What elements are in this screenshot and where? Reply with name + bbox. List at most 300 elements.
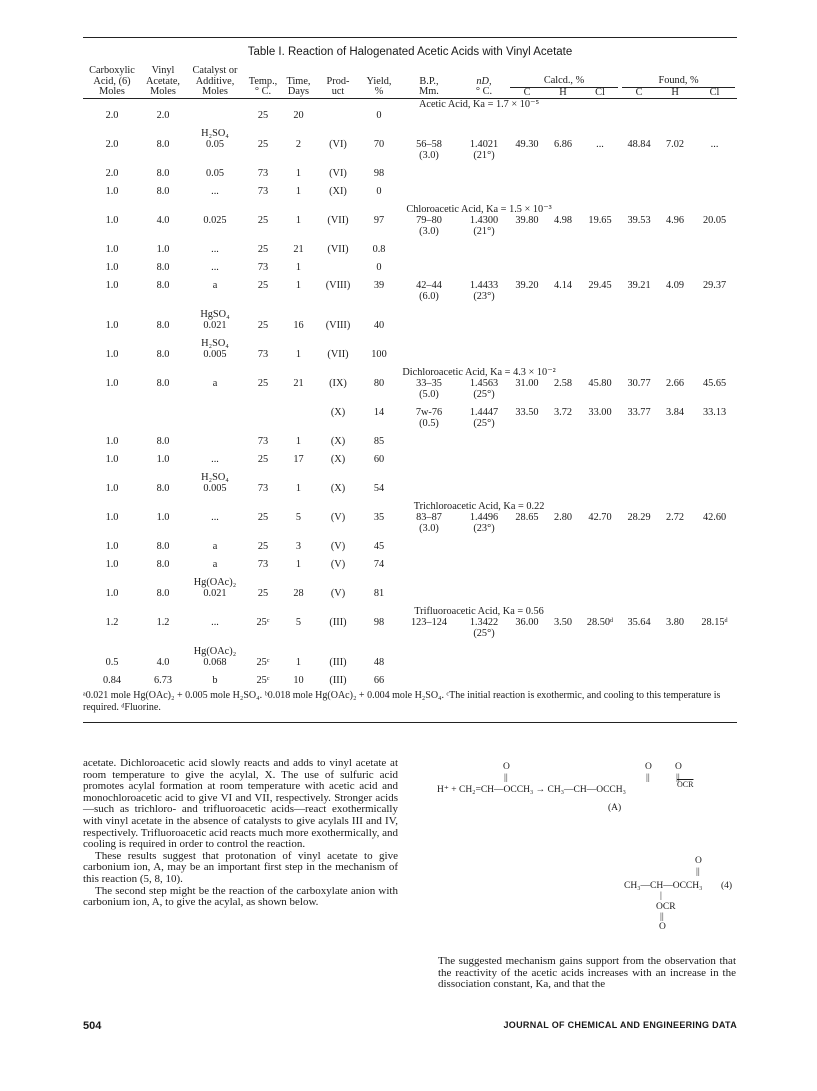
- cell-cc: [508, 262, 546, 273]
- cell-temp-value: 25: [257, 215, 269, 226]
- cell-fc: [620, 483, 658, 494]
- cell-time-value: 2: [295, 139, 302, 150]
- cell-cat: [185, 512, 245, 534]
- cell-cc: [508, 244, 546, 255]
- cell-ch: [546, 262, 580, 273]
- cell-ccl: [580, 168, 620, 179]
- cell-fcl: [692, 349, 737, 360]
- cell-acid: [83, 675, 141, 686]
- cell-nd: [460, 320, 508, 331]
- cell-prod-value: (V): [330, 559, 346, 570]
- cell-cat: [185, 262, 245, 273]
- cell-ccl: [580, 378, 620, 400]
- cell-fcl: [692, 215, 737, 237]
- empty-cell: [508, 646, 546, 657]
- cell-ch: [546, 454, 580, 465]
- empty-cell: [360, 338, 398, 349]
- cell-time-value: 28: [293, 588, 304, 599]
- cell-vinyl-value: 1.0: [156, 244, 170, 255]
- cell-cat-value: a: [212, 541, 218, 552]
- empty-cell: [360, 472, 398, 483]
- cell-fcl-value: 33.13: [702, 407, 727, 418]
- cell-time-value: 20: [293, 110, 304, 121]
- cell-vinyl-value: 4.0: [156, 215, 170, 226]
- cell-yield: [360, 454, 398, 465]
- cell-yield: [360, 512, 398, 534]
- empty-cell: [620, 128, 658, 139]
- cell-fcl-value: 28.15ᵈ: [701, 617, 728, 628]
- row-spacer: [83, 255, 737, 262]
- cell-cc-value: 49.30: [515, 139, 539, 150]
- cell-cat: [185, 320, 245, 331]
- cell-fcl-value: ...: [710, 139, 719, 150]
- cell-fh-value: 4.96: [666, 215, 685, 226]
- cell-nd: [460, 483, 508, 494]
- cell-fcl: [692, 559, 737, 570]
- cell-bp: [398, 541, 460, 552]
- cell-fc: [620, 320, 658, 331]
- cell-yield-value: 14: [373, 407, 385, 418]
- cell-cat-value: ...: [211, 244, 219, 255]
- cell-cat: [185, 617, 245, 639]
- cell-fh: [658, 262, 692, 273]
- cell-prod: [316, 280, 360, 302]
- header-found-h: H: [671, 86, 679, 98]
- cell-vinyl: [141, 436, 185, 447]
- cell-ch: [546, 541, 580, 552]
- table-row: [83, 215, 737, 237]
- cell-prod: [316, 186, 360, 197]
- cell-ch: [546, 617, 580, 639]
- cell-fc-value: 35.64: [627, 617, 651, 628]
- cell-yield: [360, 215, 398, 237]
- cell-prod-value: (V): [330, 512, 346, 523]
- eq-dbl-1: ||: [504, 773, 508, 783]
- cell-ccl: [580, 407, 620, 429]
- cell-ch-value: 4.14: [553, 280, 573, 291]
- row-spacer-cell: [83, 237, 737, 244]
- cell-vinyl: [141, 186, 185, 197]
- cell-time: [281, 215, 316, 237]
- cell-fh: [658, 244, 692, 255]
- header-calcd-h: H: [559, 86, 567, 98]
- cell-time: [281, 541, 316, 552]
- cell-yield: [360, 483, 398, 494]
- cell-cc: [508, 407, 546, 429]
- cell-fc: [620, 436, 658, 447]
- cell-fc-value: 39.53: [627, 215, 651, 226]
- cell-temp-value: 25ᶜ: [256, 675, 270, 686]
- row-spacer-cell: [83, 570, 737, 577]
- cell-fc: [620, 186, 658, 197]
- paragraph-3: The second step might be the reaction of the carboxylate anion with carbonium ion, A, to give the acylal, as shown below.: [83, 884, 398, 909]
- cell-acid: [83, 588, 141, 599]
- empty-cell: [580, 577, 620, 588]
- empty-cell: [83, 338, 141, 349]
- cell-bp: [398, 657, 460, 668]
- cell-acid: [83, 280, 141, 302]
- row-spacer: [83, 197, 737, 204]
- cell-ch: [546, 320, 580, 331]
- cell-nd: [460, 541, 508, 552]
- cell-vinyl: [141, 454, 185, 465]
- cell-ch: [546, 588, 580, 599]
- cell-ccl: [580, 244, 620, 255]
- cell-ch: [546, 657, 580, 668]
- cell-bp: [398, 588, 460, 599]
- empty-cell: [692, 128, 737, 139]
- empty-cell: [316, 577, 360, 588]
- cell-temp-value: 73: [257, 559, 269, 570]
- cell-cat: [185, 168, 245, 179]
- cell-bp: [398, 349, 460, 360]
- cell-fh-value: 7.02: [666, 139, 685, 150]
- row-spacer-cell: [83, 465, 737, 472]
- cell-fh: [658, 186, 692, 197]
- cell-nd: [460, 454, 508, 465]
- cell-cc-value: 28.65: [515, 512, 539, 523]
- cell-prod: [316, 320, 360, 331]
- cell-cc: [508, 617, 546, 639]
- cell-acid: [83, 657, 141, 668]
- section-title-row: [83, 99, 737, 111]
- cell-ch: [546, 280, 580, 302]
- cell-yield-value: 0.8: [372, 244, 386, 255]
- cell-acid-value: 1.0: [105, 436, 119, 447]
- cell-nd: [460, 617, 508, 639]
- cell-ch: [546, 349, 580, 360]
- cell-nd: [460, 378, 508, 400]
- cell-acid: [83, 262, 141, 273]
- eq-dbl-2: ||: [646, 773, 650, 783]
- cell-yield-value: 100: [371, 349, 387, 360]
- cell-ccl: [580, 454, 620, 465]
- cell-time-value: 21: [293, 244, 304, 255]
- cell-nd-value: 1.4447: [469, 407, 499, 418]
- row-spacer: [83, 552, 737, 559]
- row-spacer: [83, 161, 737, 168]
- cell-bp-subvalue: (0.5): [419, 418, 439, 429]
- empty-cell: [620, 338, 658, 349]
- empty-cell: [580, 472, 620, 483]
- row-spacer-cell: [83, 639, 737, 646]
- cell-cat: [185, 541, 245, 552]
- cell-cat: [185, 675, 245, 686]
- cell-bp-subvalue: (3.0): [419, 523, 439, 534]
- catalyst-label-row: [83, 309, 737, 320]
- cell-fh: [658, 349, 692, 360]
- cell-fcl: [692, 186, 737, 197]
- empty-cell: [692, 577, 737, 588]
- cell-nd: [460, 139, 508, 161]
- cell-time-value: 10: [293, 675, 304, 686]
- row-spacer-cell: [83, 197, 737, 204]
- cell-cc-value: 39.20: [515, 280, 539, 291]
- cell-ccl-value: 28.50ᵈ: [586, 617, 614, 628]
- catalyst-label-row: [83, 472, 737, 483]
- cell-vinyl: [141, 215, 185, 237]
- cell-fcl: [692, 320, 737, 331]
- cell-bp: [398, 110, 460, 121]
- empty-cell: [398, 472, 460, 483]
- eq-o-2: O: [645, 762, 652, 772]
- cell-yield: [360, 378, 398, 400]
- row-spacer: [83, 599, 737, 606]
- cell-prod-value: (XI): [329, 186, 347, 197]
- cell-time: [281, 657, 316, 668]
- cell-fcl: [692, 378, 737, 400]
- cell-fh: [658, 559, 692, 570]
- empty-cell: [508, 309, 546, 320]
- cell-prod-value: (X): [330, 483, 346, 494]
- cell-fc: [620, 244, 658, 255]
- cell-ccl-value: 33.00: [588, 407, 612, 418]
- empty-cell: [580, 338, 620, 349]
- cell-fh-value: 2.72: [666, 512, 685, 523]
- cell-ccl: [580, 512, 620, 534]
- cell-cc: [508, 168, 546, 179]
- cell-vinyl-value: 2.0: [156, 110, 170, 121]
- cell-acid-value: 1.0: [105, 541, 119, 552]
- cell-prod: [316, 262, 360, 273]
- cell-fc-value: 28.29: [627, 512, 651, 523]
- cell-prod-value: (VI): [329, 168, 347, 179]
- cell-yield: [360, 559, 398, 570]
- cell-yield-value: 98: [373, 168, 385, 179]
- cell-cat: [185, 139, 245, 161]
- cell-bp: [398, 280, 460, 302]
- cell-ccl: [580, 215, 620, 237]
- cell-time: [281, 436, 316, 447]
- cell-vinyl-value: 8.0: [156, 541, 170, 552]
- eq-line-1: H⁺ + CH₂=CH—OCCH₃ → CH₃—CH—OCCH₃: [437, 785, 626, 795]
- cell-bp: [398, 320, 460, 331]
- empty-cell: [360, 309, 398, 320]
- cell-temp: [245, 139, 281, 161]
- cell-acid: [83, 454, 141, 465]
- empty-cell: [316, 309, 360, 320]
- cell-acid: [83, 110, 141, 121]
- cell-cat-value: a: [212, 280, 218, 291]
- cell-temp: [245, 617, 281, 639]
- row-spacer: [83, 179, 737, 186]
- cell-bp: [398, 215, 460, 237]
- cell-time: [281, 110, 316, 121]
- cell-temp: [245, 407, 281, 429]
- empty-cell: [398, 577, 460, 588]
- cell-fc-value: 33.77: [627, 407, 651, 418]
- cell-prod-value: (III): [329, 617, 347, 628]
- cell-vinyl: [141, 588, 185, 599]
- cell-temp: [245, 541, 281, 552]
- empty-cell: [546, 309, 580, 320]
- section-title: Acetic Acid, Ka = 1.7 × 10⁻⁵: [418, 99, 540, 110]
- cell-nd-subvalue: (25°): [473, 628, 495, 639]
- cell-yield-value: 54: [373, 483, 385, 494]
- cell-time: [281, 378, 316, 400]
- section-title-row: [83, 606, 737, 617]
- cell-cc: [508, 215, 546, 237]
- table-row: [83, 436, 737, 447]
- cell-prod-value: (VII): [327, 215, 349, 226]
- cell-acid: [83, 168, 141, 179]
- cell-vinyl-value: 1.0: [156, 512, 170, 523]
- empty-cell: [360, 577, 398, 588]
- cell-prod-value: (III): [329, 675, 347, 686]
- cell-temp: [245, 110, 281, 121]
- cell-ch: [546, 244, 580, 255]
- cell-cc: [508, 280, 546, 302]
- cell-temp: [245, 559, 281, 570]
- cell-acid-value: 1.0: [105, 588, 119, 599]
- cell-ch: [546, 559, 580, 570]
- cell-acid-value: 1.0: [105, 186, 119, 197]
- row-spacer-cell: [83, 121, 737, 128]
- empty-cell: [546, 128, 580, 139]
- table-row: [83, 657, 737, 668]
- cell-fh: [658, 657, 692, 668]
- cell-acid: [83, 436, 141, 447]
- empty-cell: [460, 472, 508, 483]
- cell-temp: [245, 675, 281, 686]
- cell-temp-value: 25: [257, 110, 269, 121]
- table-footnote: ᵃ0.021 mole Hg(OAc)₂ + 0.005 mole H₂SO₄. ᵇ0.018 mole Hg(OAc)₂ + 0.004 mole H₂SO₄. ᶜThe initial reaction is exothermic, and cooling to this temperature is required. ᵈFluorine.: [83, 690, 721, 713]
- cell-acid: [83, 617, 141, 639]
- cell-time-value: 1: [295, 559, 302, 570]
- cell-fh-value: 3.80: [666, 617, 685, 628]
- cell-temp: [245, 280, 281, 302]
- row-spacer: [83, 302, 737, 309]
- eq-label-a: (A): [608, 803, 622, 813]
- cell-cat: [185, 559, 245, 570]
- cell-nd-subvalue: (23°): [473, 523, 495, 534]
- cell-nd: [460, 186, 508, 197]
- cell-acid-value: 1.0: [105, 454, 119, 465]
- cell-yield-value: 70: [373, 139, 385, 150]
- cell-time-value: 1: [295, 436, 302, 447]
- cell-time: [281, 320, 316, 331]
- row-spacer-cell: [83, 534, 737, 541]
- cell-ccl: [580, 483, 620, 494]
- cell-acid: [83, 349, 141, 360]
- eq-o-5: O: [659, 922, 666, 932]
- cell-acid: [83, 541, 141, 552]
- cell-vinyl-value: 8.0: [156, 559, 170, 570]
- cell-fh: [658, 215, 692, 237]
- cell-vinyl: [141, 559, 185, 570]
- cell-yield-value: 81: [373, 588, 385, 599]
- cell-ch: [546, 168, 580, 179]
- cell-cat-value: ...: [211, 186, 219, 197]
- cell-fc: [620, 454, 658, 465]
- cell-ccl: [580, 436, 620, 447]
- cell-bp-value: 83–87: [416, 512, 442, 523]
- table-row: [83, 617, 737, 639]
- empty-cell: [580, 646, 620, 657]
- cell-yield: [360, 244, 398, 255]
- cell-vinyl: [141, 407, 185, 429]
- row-spacer: [83, 534, 737, 541]
- cell-fh: [658, 541, 692, 552]
- cell-cat-value: ...: [211, 262, 219, 273]
- cell-cat-value: 0.068: [203, 657, 227, 668]
- cell-ccl: [580, 262, 620, 273]
- cell-fcl: [692, 657, 737, 668]
- cell-bp: [398, 244, 460, 255]
- cell-cc: [508, 186, 546, 197]
- cell-cc: [508, 512, 546, 534]
- cell-cc: [508, 559, 546, 570]
- cell-vinyl-value: 1.2: [156, 617, 170, 628]
- cell-yield: [360, 541, 398, 552]
- cell-bp-value: 42–44: [416, 280, 442, 291]
- catalyst-label: H₂SO₄: [201, 338, 229, 349]
- table-row: [83, 407, 737, 429]
- cell-yield-value: 80: [373, 378, 385, 389]
- header-nd: nD, ° C.: [475, 75, 493, 97]
- cell-yield-value: 0: [376, 110, 382, 121]
- cell-fcl-value: 29.37: [702, 280, 727, 291]
- cell-fc: [620, 349, 658, 360]
- eq-o-1: O: [503, 762, 510, 772]
- row-spacer: [83, 400, 737, 407]
- table-row: [83, 244, 737, 255]
- empty-cell: [658, 577, 692, 588]
- cell-ch-value: 3.72: [553, 407, 573, 418]
- empty-cell: [316, 472, 360, 483]
- empty-cell: [692, 646, 737, 657]
- cell-fh: [658, 617, 692, 639]
- cell-cat: [185, 349, 245, 360]
- cell-time-value: 1: [295, 215, 302, 226]
- empty-cell: [316, 338, 360, 349]
- cell-prod: [316, 657, 360, 668]
- cell-ccl: [580, 186, 620, 197]
- cell-fh: [658, 407, 692, 429]
- cell-ch: [546, 483, 580, 494]
- cell-ccl-value: 45.80: [588, 378, 612, 389]
- cell-acid-value: 1.0: [105, 559, 119, 570]
- cell-vinyl-value: 8.0: [156, 436, 170, 447]
- cell-temp: [245, 512, 281, 534]
- cell-fc: [620, 617, 658, 639]
- empty-cell: [316, 646, 360, 657]
- cell-ccl: [580, 139, 620, 161]
- cell-fh: [658, 110, 692, 121]
- cell-prod-value: (VIII): [325, 280, 351, 291]
- cell-time: [281, 407, 316, 429]
- cell-fc: [620, 541, 658, 552]
- section-title: Chloroacetic Acid, Ka = 1.5 × 10⁻³: [406, 204, 552, 215]
- cell-fh: [658, 588, 692, 599]
- table-row: [83, 168, 737, 179]
- top-rule: [83, 37, 737, 38]
- cell-bp-subvalue: (6.0): [419, 291, 439, 302]
- cell-fc: [620, 512, 658, 534]
- row-spacer: [83, 465, 737, 472]
- cell-ch: [546, 110, 580, 121]
- table-row: [83, 483, 737, 494]
- header-bp: B.P., Mm.: [419, 75, 439, 97]
- cell-fc: [620, 110, 658, 121]
- row-spacer-cell: [83, 599, 737, 606]
- cell-fc: [620, 139, 658, 161]
- cell-vinyl: [141, 378, 185, 400]
- cell-acid: [83, 407, 141, 429]
- eq-ocr-2: OCR: [656, 902, 676, 912]
- cell-bp: [398, 675, 460, 686]
- cell-cat: [185, 110, 245, 121]
